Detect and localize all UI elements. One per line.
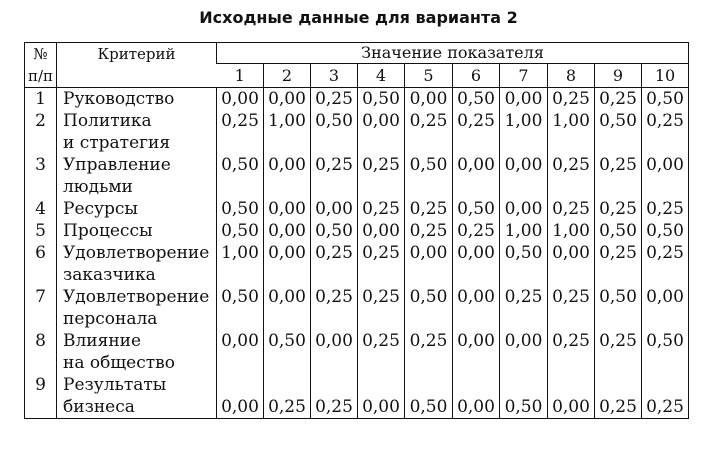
value-cell: 0,00	[264, 286, 311, 330]
criterion-line-1: Политика	[63, 111, 152, 131]
header-number-label: №	[33, 45, 48, 63]
row-number: 1	[35, 89, 46, 109]
row-number: 3	[35, 155, 46, 175]
value-cell: 0,00	[548, 242, 595, 286]
value-cell: 0,25	[358, 154, 405, 198]
criterion-cell	[57, 88, 217, 111]
value-cell: 0,25	[595, 242, 642, 286]
value-cell: 0,50	[217, 220, 264, 242]
value-cell: 0,00	[642, 154, 689, 198]
value-cell: 0,25	[311, 88, 358, 111]
value-cell: 0,00	[453, 374, 500, 419]
value-cell: 0,00	[264, 88, 311, 111]
value-cell: 0,25	[548, 286, 595, 330]
value-cell: 0,00	[264, 242, 311, 286]
criterion-line-1: Процессы	[63, 221, 153, 241]
value-cell: 0,50	[642, 220, 689, 242]
row-number: 2	[35, 111, 46, 131]
value-cell: 0,00	[500, 330, 548, 374]
criterion-line-1: Управление	[63, 155, 171, 175]
value-cell: 0,50	[264, 330, 311, 374]
value-cell: 0,25	[642, 374, 689, 419]
header-values-label: Значение показателя	[217, 43, 689, 64]
column-number-header: 5	[405, 63, 453, 87]
value-cell: 1,00	[264, 110, 311, 154]
value-cell: 0,50	[405, 154, 453, 198]
criterion-line-2: на общество	[63, 353, 175, 373]
value-cell: 0,25	[358, 330, 405, 374]
value-cell: 0,25	[595, 154, 642, 198]
value-cell: 0,25	[453, 220, 500, 242]
value-cell: 0,50	[595, 220, 642, 242]
criterion-line-2: персонала	[63, 309, 158, 329]
column-number-header: 2	[264, 63, 311, 87]
column-number-header: 3	[311, 63, 358, 87]
table-row	[25, 110, 689, 154]
value-cell: 0,00	[358, 220, 405, 242]
row-number: 9	[35, 375, 46, 395]
table-row	[25, 330, 689, 374]
row-number: 7	[35, 287, 46, 307]
page-title: Исходные данные для варианта 2	[199, 8, 518, 27]
value-cell: 0,00	[405, 88, 453, 111]
criterion-line-1: Влияние	[63, 331, 142, 351]
value-cell: 0,00	[264, 198, 311, 220]
value-cell: 0,50	[453, 88, 500, 111]
value-cell: 0,50	[595, 110, 642, 154]
value-cell: 1,00	[500, 220, 548, 242]
criterion-cell	[57, 154, 217, 198]
value-cell: 0,50	[405, 286, 453, 330]
value-cell: 0,25	[311, 242, 358, 286]
criterion-cell	[57, 198, 217, 220]
value-cell: 0,50	[500, 242, 548, 286]
criterion-line-1: Удовлетворение	[63, 243, 210, 263]
criterion-line-2: и стратегия	[63, 133, 171, 153]
value-cell: 0,00	[548, 374, 595, 419]
value-cell: 0,25	[358, 242, 405, 286]
value-cell: 0,25	[405, 110, 453, 154]
value-cell: 0,50	[642, 88, 689, 111]
value-cell: 0,25	[264, 374, 311, 419]
value-cell: 0,00	[642, 286, 689, 330]
value-cell: 0,50	[217, 154, 264, 198]
criterion-cell	[57, 110, 217, 154]
value-cell: 0,25	[217, 110, 264, 154]
value-cell: 0,50	[311, 110, 358, 154]
table-row	[25, 220, 689, 242]
value-cell: 0,50	[217, 286, 264, 330]
value-cell: 0,25	[642, 110, 689, 154]
value-cell: 0,00	[500, 198, 548, 220]
value-cell: 0,00	[500, 88, 548, 111]
value-cell: 0,25	[595, 374, 642, 419]
value-cell: 0,25	[358, 198, 405, 220]
column-number-header: 6	[453, 63, 500, 87]
value-cell: 0,00	[358, 110, 405, 154]
criterion-line-1: Удовлетворение	[63, 287, 210, 307]
table-row	[25, 374, 689, 419]
value-cell: 0,25	[548, 198, 595, 220]
column-number-header: 7	[500, 63, 548, 87]
criterion-line-2: бизнеса	[63, 397, 135, 417]
value-cell: 0,25	[548, 88, 595, 111]
value-cell: 0,00	[500, 154, 548, 198]
value-cell: 0,00	[217, 374, 264, 419]
table-body	[25, 88, 689, 419]
value-cell: 1,00	[548, 220, 595, 242]
value-cell: 0,50	[358, 88, 405, 111]
criterion-line-1: Ресурсы	[63, 199, 138, 219]
column-number-header: 10	[642, 63, 689, 87]
column-number-header: 4	[358, 63, 405, 87]
value-cell: 0,25	[358, 286, 405, 330]
criterion-cell	[57, 374, 217, 419]
row-number: 4	[35, 199, 46, 219]
value-cell: 1,00	[548, 110, 595, 154]
criterion-cell	[57, 286, 217, 330]
value-cell: 0,00	[453, 242, 500, 286]
value-cell: 0,25	[500, 286, 548, 330]
row-number: 5	[35, 221, 46, 241]
value-cell: 0,25	[595, 88, 642, 111]
value-cell: 0,25	[548, 154, 595, 198]
value-cell: 0,00	[217, 88, 264, 111]
criterion-line-1: Руководство	[63, 89, 175, 109]
criterion-line-2: заказчика	[63, 265, 156, 285]
value-cell: 0,25	[311, 154, 358, 198]
value-cell: 0,25	[548, 330, 595, 374]
value-cell: 0,00	[311, 198, 358, 220]
value-cell: 0,25	[405, 330, 453, 374]
criterion-line-1: Результаты	[63, 375, 167, 395]
value-cell: 0,00	[217, 330, 264, 374]
value-cell: 0,50	[500, 374, 548, 419]
value-cell: 0,25	[595, 198, 642, 220]
table-row	[25, 242, 689, 286]
value-cell: 1,00	[217, 242, 264, 286]
value-cell: 0,50	[405, 374, 453, 419]
row-number: 8	[35, 331, 46, 351]
header-number-cell	[25, 43, 57, 88]
value-cell: 0,50	[311, 220, 358, 242]
criterion-cell	[57, 220, 217, 242]
value-cell: 0,25	[311, 286, 358, 330]
criterion-line-2: людьми	[63, 177, 133, 197]
value-cell: 0,25	[405, 198, 453, 220]
table-row	[25, 286, 689, 330]
value-cell: 0,00	[358, 374, 405, 419]
header-criterion: Критерий	[57, 43, 217, 88]
table-row	[25, 154, 689, 198]
value-cell: 0,00	[453, 330, 500, 374]
column-number-header: 8	[548, 63, 595, 87]
value-cell: 0,50	[642, 330, 689, 374]
table-row	[25, 88, 689, 111]
value-cell: 0,00	[453, 154, 500, 198]
column-number-header: 9	[595, 63, 642, 87]
value-cell: 0,25	[595, 330, 642, 374]
value-cell: 0,00	[264, 154, 311, 198]
value-cell: 0,00	[264, 220, 311, 242]
table-row	[25, 198, 689, 220]
value-cell: 0,00	[311, 330, 358, 374]
data-table	[24, 42, 689, 419]
value-cell: 1,00	[500, 110, 548, 154]
column-number-header: 1	[217, 63, 264, 87]
value-cell: 0,00	[453, 286, 500, 330]
value-cell: 0,25	[642, 198, 689, 220]
value-cell: 0,25	[311, 374, 358, 419]
value-cell: 0,50	[453, 198, 500, 220]
value-cell: 0,00	[405, 242, 453, 286]
value-cell: 0,50	[595, 286, 642, 330]
value-cell: 0,25	[453, 110, 500, 154]
value-cell: 0,25	[405, 220, 453, 242]
row-number: 6	[35, 243, 46, 263]
criterion-cell	[57, 330, 217, 374]
value-cell: 0,25	[642, 242, 689, 286]
value-cell: 0,50	[217, 198, 264, 220]
header-number-sublabel: п/п	[27, 67, 54, 85]
criterion-cell	[57, 242, 217, 286]
